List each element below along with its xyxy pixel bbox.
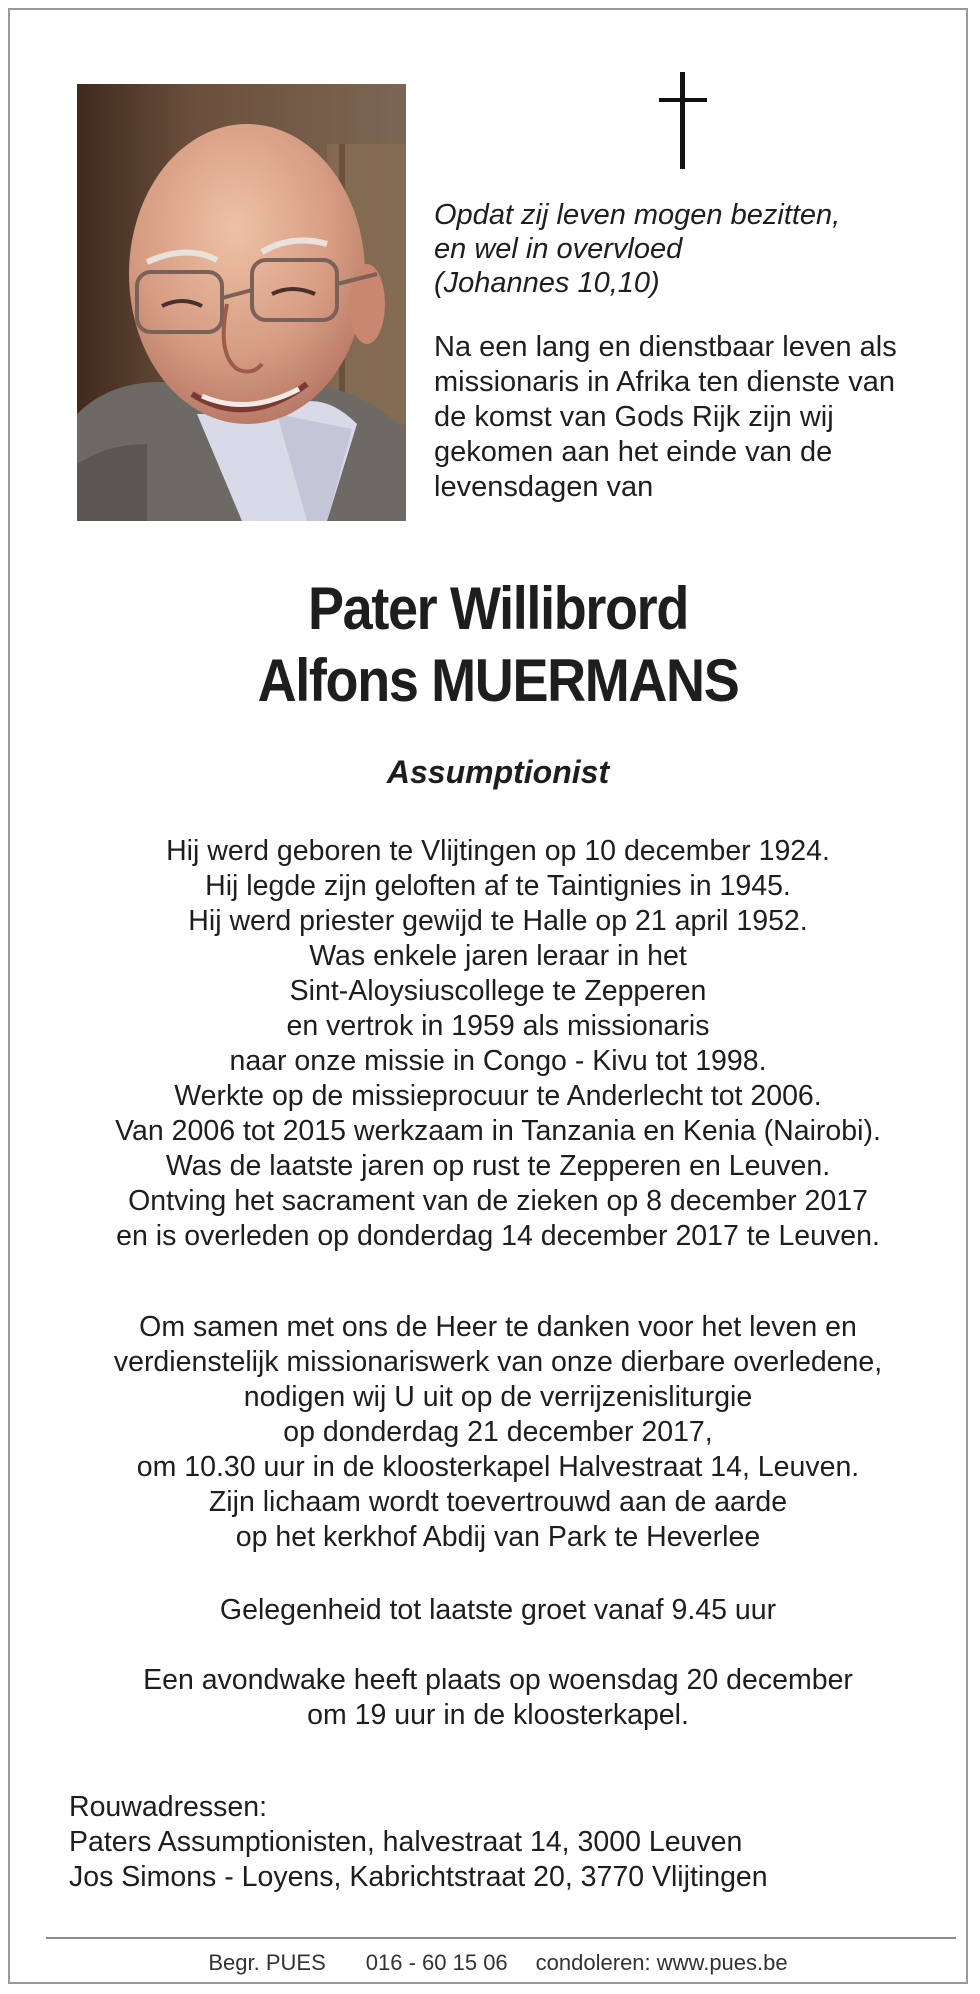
footer bbox=[10, 1948, 980, 1978]
bio-line: Van 2006 tot 2015 werkzaam in Tanzania en Kenia (Nairobi). bbox=[115, 1115, 881, 1147]
vigil-line: Een avondwake heeft plaats op woensdag 20 december bbox=[143, 1664, 853, 1696]
undertaker-phone: 016 - 60 15 06 bbox=[365, 1950, 508, 1975]
scripture-quote bbox=[434, 198, 954, 300]
bio-line: Hij werd priester gewijd te Halle op 21 april 1952. bbox=[188, 905, 808, 937]
bio-line: en is overleden op donderdag 14 december 2017 te Leuven. bbox=[116, 1220, 880, 1252]
service-line: Om samen met ons de Heer te danken voor het leven en bbox=[139, 1311, 857, 1343]
deceased-name bbox=[59, 573, 937, 717]
service-line: op donderdag 21 december 2017, bbox=[283, 1416, 713, 1448]
vigil-line: om 19 uur in de kloosterkapel. bbox=[307, 1699, 689, 1731]
cross-icon bbox=[653, 72, 713, 172]
quote-line: (Johannes 10,10) bbox=[434, 267, 660, 299]
vigil-info bbox=[10, 1663, 980, 1733]
service-line: Zijn lichaam wordt toevertrouwd aan de aarde bbox=[208, 1486, 788, 1518]
address-line: Paters Assumptionisten, halvestraat 14, 3000 Leuven bbox=[69, 1826, 743, 1858]
biography bbox=[10, 834, 980, 1254]
bio-line: Hij werd geboren te Vlijtingen op 10 december 1924. bbox=[166, 835, 830, 867]
bio-line: naar onze missie in Congo - Kivu tot 1998. bbox=[229, 1045, 767, 1077]
quote-line: en wel in overvloed bbox=[434, 233, 683, 265]
funeral-service-info bbox=[10, 1310, 980, 1555]
intro-line: levensdagen van bbox=[434, 471, 654, 503]
quote-line: Opdat zij leven mogen bezitten, bbox=[434, 199, 841, 231]
bio-line: Ontving het sacrament van de zieken op 8 december 2017 bbox=[128, 1185, 868, 1217]
condolences-link[interactable]: condoleren: www.pues.be bbox=[535, 1950, 788, 1975]
name-line-1: Pater Willibrord bbox=[308, 575, 688, 642]
portrait-photo bbox=[77, 84, 406, 521]
address-heading: Rouwadressen: bbox=[69, 1791, 268, 1823]
service-line: verdienstelijk missionariswerk van onze dierbare overledene, bbox=[113, 1346, 883, 1378]
intro-line: gekomen aan het einde van de bbox=[434, 436, 833, 468]
intro-line: de komst van Gods Rijk zijn wij bbox=[434, 401, 834, 433]
footer-divider bbox=[46, 1937, 956, 1939]
bio-line: Werkte op de missieprocuur te Anderlecht tot 2006. bbox=[174, 1080, 822, 1112]
last-greeting-info: Gelegenheid tot laatste groet vanaf 9.45 uur bbox=[219, 1594, 777, 1626]
bio-line: Was de laatste jaren op rust te Zepperen en Leuven. bbox=[165, 1150, 831, 1182]
obituary-card bbox=[8, 8, 968, 1984]
religious-order: Assumptionist bbox=[386, 754, 610, 790]
bio-line: Was enkele jaren leraar in het bbox=[309, 940, 687, 972]
service-line: op het kerkhof Abdij van Park te Heverlee bbox=[235, 1521, 761, 1553]
service-line: nodigen wij U uit op de verrijzenisliturgie bbox=[243, 1381, 753, 1413]
address-line: Jos Simons - Loyens, Kabrichtstraat 20, 3770 Vlijtingen bbox=[69, 1861, 768, 1893]
intro-line: Na een lang en dienstbaar leven als bbox=[434, 331, 897, 363]
bio-line: en vertrok in 1959 als missionaris bbox=[286, 1010, 710, 1042]
intro-line: missionaris in Afrika ten dienste van bbox=[434, 366, 895, 398]
undertaker-name: Begr. PUES bbox=[208, 1950, 326, 1975]
name-line-2: Alfons MUERMANS bbox=[257, 647, 739, 714]
service-line: om 10.30 uur in de kloosterkapel Halvestraat 14, Leuven. bbox=[136, 1451, 860, 1483]
mourning-addresses bbox=[69, 1790, 969, 1895]
bio-line: Sint-Aloysiuscollege te Zepperen bbox=[289, 975, 707, 1007]
bio-line: Hij legde zijn geloften af te Taintignies in 1945. bbox=[205, 870, 791, 902]
intro-text bbox=[434, 330, 954, 505]
